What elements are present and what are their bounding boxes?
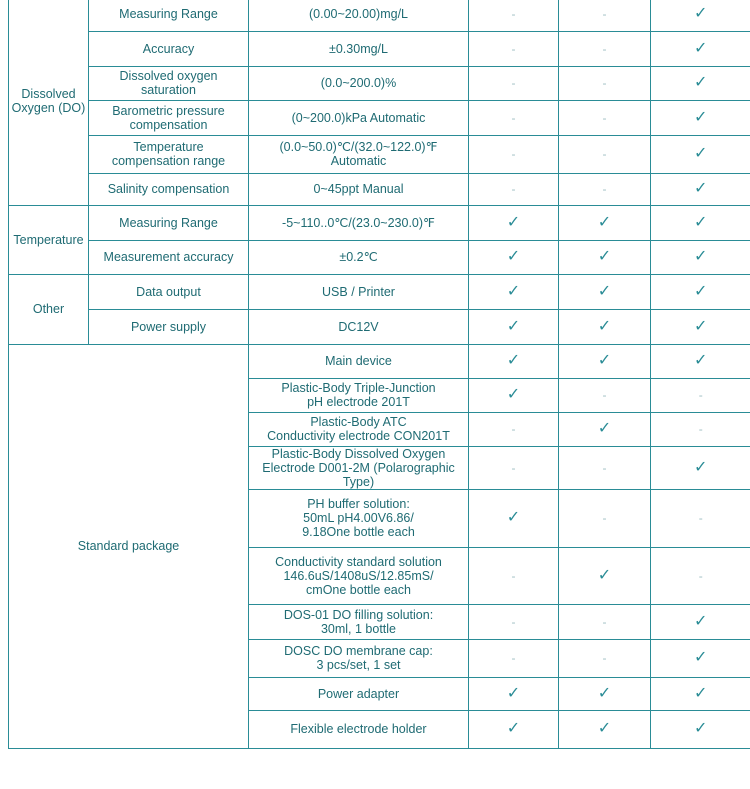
check-icon: ✓ bbox=[597, 352, 612, 369]
package-item-cell: PH buffer solution: 50mL pH4.00V6.86/ 9.18One bottle each bbox=[249, 489, 469, 547]
package-item-cell: Conductivity standard solution 146.6uS/1408uS/12.85mS/ cmOne bottle each bbox=[249, 547, 469, 604]
check-icon: ✓ bbox=[694, 720, 708, 737]
package-item-cell: Plastic-Body ATC Conductivity electrode CON201T bbox=[249, 412, 469, 446]
table-row bbox=[9, 66, 750, 100]
check-icon: ✓ bbox=[694, 145, 708, 162]
availability-cell bbox=[559, 309, 651, 344]
check-icon: ✓ bbox=[694, 612, 708, 630]
availability-cell bbox=[559, 446, 651, 489]
spec-cell: ±0.30mg/L bbox=[249, 31, 469, 66]
availability-cell bbox=[469, 489, 559, 547]
availability-cell bbox=[651, 240, 750, 274]
table-row bbox=[9, 205, 750, 240]
availability-cell bbox=[469, 173, 559, 205]
availability-cell bbox=[651, 274, 750, 309]
availability-cell bbox=[651, 446, 750, 489]
item-cell: Salinity compensation bbox=[89, 173, 249, 205]
item-cell: Power supply bbox=[89, 309, 249, 344]
check-icon: ✓ bbox=[506, 248, 521, 265]
availability-cell bbox=[559, 66, 651, 100]
check-icon: ✓ bbox=[694, 180, 708, 197]
availability-cell bbox=[559, 344, 651, 378]
dash-mark: - bbox=[602, 76, 607, 90]
check-icon: ✓ bbox=[694, 352, 708, 369]
availability-cell bbox=[559, 0, 651, 31]
availability-cell bbox=[651, 100, 750, 135]
dash-mark: - bbox=[511, 147, 516, 161]
check-icon: ✓ bbox=[506, 213, 521, 231]
check-icon: ✓ bbox=[694, 108, 708, 126]
availability-cell bbox=[559, 604, 651, 639]
package-item-cell: DOSC DO membrane cap: 3 pcs/set, 1 set bbox=[249, 639, 469, 677]
item-cell: Data output bbox=[89, 274, 249, 309]
availability-cell bbox=[651, 135, 750, 173]
item-cell: Dissolved oxygen saturation bbox=[89, 66, 249, 100]
dash-mark: - bbox=[698, 568, 703, 583]
dash-mark: - bbox=[511, 182, 516, 196]
availability-cell bbox=[559, 378, 651, 412]
availability-cell bbox=[559, 240, 651, 274]
check-icon: ✓ bbox=[694, 684, 708, 702]
check-icon: ✓ bbox=[694, 5, 708, 23]
dash-mark: - bbox=[602, 511, 607, 525]
check-icon: ✓ bbox=[694, 74, 708, 91]
check-icon: ✓ bbox=[694, 39, 708, 57]
availability-cell bbox=[469, 0, 559, 31]
check-icon: ✓ bbox=[506, 317, 521, 335]
check-icon: ✓ bbox=[597, 420, 612, 437]
availability-cell bbox=[559, 710, 651, 748]
package-item-cell: Flexible electrode holder bbox=[249, 710, 469, 748]
availability-cell bbox=[651, 489, 750, 547]
package-item-cell: Power adapter bbox=[249, 677, 469, 710]
availability-cell bbox=[651, 31, 750, 66]
availability-cell bbox=[651, 547, 750, 604]
spec-cell: ±0.2℃ bbox=[249, 240, 469, 274]
availability-cell bbox=[651, 412, 750, 446]
item-cell: Measuring Range bbox=[89, 205, 249, 240]
category-cell: Other bbox=[9, 274, 89, 344]
check-icon: ✓ bbox=[597, 317, 612, 335]
availability-cell bbox=[469, 547, 559, 604]
check-icon: ✓ bbox=[506, 282, 521, 300]
dash-mark: - bbox=[511, 110, 516, 125]
availability-cell bbox=[469, 639, 559, 677]
spec-cell: (0.00~20.00)mg/L bbox=[249, 0, 469, 31]
table-row bbox=[9, 135, 750, 173]
availability-cell bbox=[469, 274, 559, 309]
availability-cell bbox=[651, 639, 750, 677]
item-cell: Barometric pressure compensation bbox=[89, 100, 249, 135]
availability-cell bbox=[469, 309, 559, 344]
availability-cell bbox=[469, 344, 559, 378]
spec-cell: (0.0~50.0)℃/(32.0~122.0)℉ Automatic bbox=[249, 135, 469, 173]
availability-cell bbox=[559, 100, 651, 135]
dash-mark: - bbox=[602, 460, 607, 475]
table-row bbox=[9, 240, 750, 274]
table-row bbox=[9, 0, 750, 31]
dash-mark: - bbox=[698, 422, 703, 436]
dash-mark: - bbox=[511, 460, 516, 475]
availability-cell bbox=[469, 135, 559, 173]
package-item-cell: Main device bbox=[249, 344, 469, 378]
availability-cell bbox=[651, 604, 750, 639]
check-icon: ✓ bbox=[597, 566, 612, 584]
availability-cell bbox=[559, 547, 651, 604]
check-icon: ✓ bbox=[597, 213, 612, 231]
table-row bbox=[9, 274, 750, 309]
spec-cell: 0~45ppt Manual bbox=[249, 173, 469, 205]
availability-cell bbox=[559, 639, 651, 677]
package-category-cell: Standard package bbox=[9, 344, 249, 748]
package-item-cell: Plastic-Body Triple-Junction pH electrode 201T bbox=[249, 378, 469, 412]
availability-cell bbox=[559, 205, 651, 240]
dash-mark: - bbox=[511, 651, 516, 665]
spec-cell: USB / Printer bbox=[249, 274, 469, 309]
package-item-cell: DOS-01 DO filling solution: 30ml, 1 bottle bbox=[249, 604, 469, 639]
dash-mark: - bbox=[511, 422, 516, 436]
dash-mark: - bbox=[698, 388, 703, 402]
table-row bbox=[9, 31, 750, 66]
availability-cell bbox=[469, 677, 559, 710]
availability-cell bbox=[559, 31, 651, 66]
check-icon: ✓ bbox=[506, 684, 521, 702]
check-icon: ✓ bbox=[694, 649, 708, 666]
dash-mark: - bbox=[511, 41, 516, 56]
availability-cell bbox=[469, 604, 559, 639]
check-icon: ✓ bbox=[694, 282, 708, 300]
check-icon: ✓ bbox=[597, 684, 612, 702]
check-icon: ✓ bbox=[597, 720, 612, 737]
dash-mark: - bbox=[602, 388, 607, 402]
availability-cell bbox=[559, 274, 651, 309]
availability-cell bbox=[469, 205, 559, 240]
availability-cell bbox=[651, 173, 750, 205]
spec-cell: DC12V bbox=[249, 309, 469, 344]
availability-cell bbox=[469, 710, 559, 748]
check-icon: ✓ bbox=[506, 386, 521, 403]
check-icon: ✓ bbox=[694, 248, 708, 265]
availability-cell bbox=[651, 677, 750, 710]
availability-cell bbox=[651, 0, 750, 31]
check-icon: ✓ bbox=[694, 213, 708, 231]
availability-cell bbox=[651, 344, 750, 378]
item-cell: Accuracy bbox=[89, 31, 249, 66]
availability-cell bbox=[651, 309, 750, 344]
availability-cell bbox=[651, 378, 750, 412]
dash-mark: - bbox=[511, 568, 516, 583]
category-cell: Temperature bbox=[9, 205, 89, 274]
dash-mark: - bbox=[602, 182, 607, 196]
check-icon: ✓ bbox=[597, 248, 612, 265]
check-icon: ✓ bbox=[506, 352, 521, 369]
spec-cell: -5~110..0℃/(23.0~230.0)℉ bbox=[249, 205, 469, 240]
spec-cell: (0.0~200.0)% bbox=[249, 66, 469, 100]
check-icon: ✓ bbox=[506, 509, 521, 526]
dash-mark: - bbox=[602, 147, 607, 161]
availability-cell bbox=[559, 677, 651, 710]
package-item-cell: Plastic-Body Dissolved Oxygen Electrode D001-2M (Polarographic Type) bbox=[249, 446, 469, 489]
table-row bbox=[9, 309, 750, 344]
spec-table bbox=[8, 0, 750, 749]
check-icon: ✓ bbox=[694, 317, 708, 335]
item-cell: Temperature compensation range bbox=[89, 135, 249, 173]
availability-cell bbox=[651, 66, 750, 100]
spec-cell: (0~200.0)kPa Automatic bbox=[249, 100, 469, 135]
availability-cell bbox=[559, 412, 651, 446]
dash-mark: - bbox=[602, 7, 607, 22]
check-icon: ✓ bbox=[506, 720, 521, 737]
table-row bbox=[9, 100, 750, 135]
availability-cell bbox=[559, 489, 651, 547]
availability-cell bbox=[469, 378, 559, 412]
dash-mark: - bbox=[602, 651, 607, 665]
availability-cell bbox=[469, 31, 559, 66]
dash-mark: - bbox=[602, 41, 607, 56]
category-cell: Dissolved Oxygen (DO) bbox=[9, 0, 89, 205]
availability-cell bbox=[651, 710, 750, 748]
dash-mark: - bbox=[511, 7, 516, 22]
check-icon: ✓ bbox=[597, 282, 612, 300]
availability-cell bbox=[469, 240, 559, 274]
availability-cell bbox=[469, 66, 559, 100]
table-row bbox=[9, 344, 750, 378]
table-row bbox=[9, 173, 750, 205]
dash-mark: - bbox=[511, 76, 516, 90]
availability-cell bbox=[469, 100, 559, 135]
availability-cell bbox=[651, 205, 750, 240]
item-cell: Measurement accuracy bbox=[89, 240, 249, 274]
availability-cell bbox=[469, 412, 559, 446]
availability-cell bbox=[559, 173, 651, 205]
spec-table-body bbox=[9, 0, 750, 748]
check-icon: ✓ bbox=[694, 458, 708, 476]
dash-mark: - bbox=[511, 614, 516, 629]
dash-mark: - bbox=[698, 511, 703, 525]
availability-cell bbox=[559, 135, 651, 173]
availability-cell bbox=[469, 446, 559, 489]
item-cell: Measuring Range bbox=[89, 0, 249, 31]
dash-mark: - bbox=[602, 614, 607, 629]
dash-mark: - bbox=[602, 110, 607, 125]
